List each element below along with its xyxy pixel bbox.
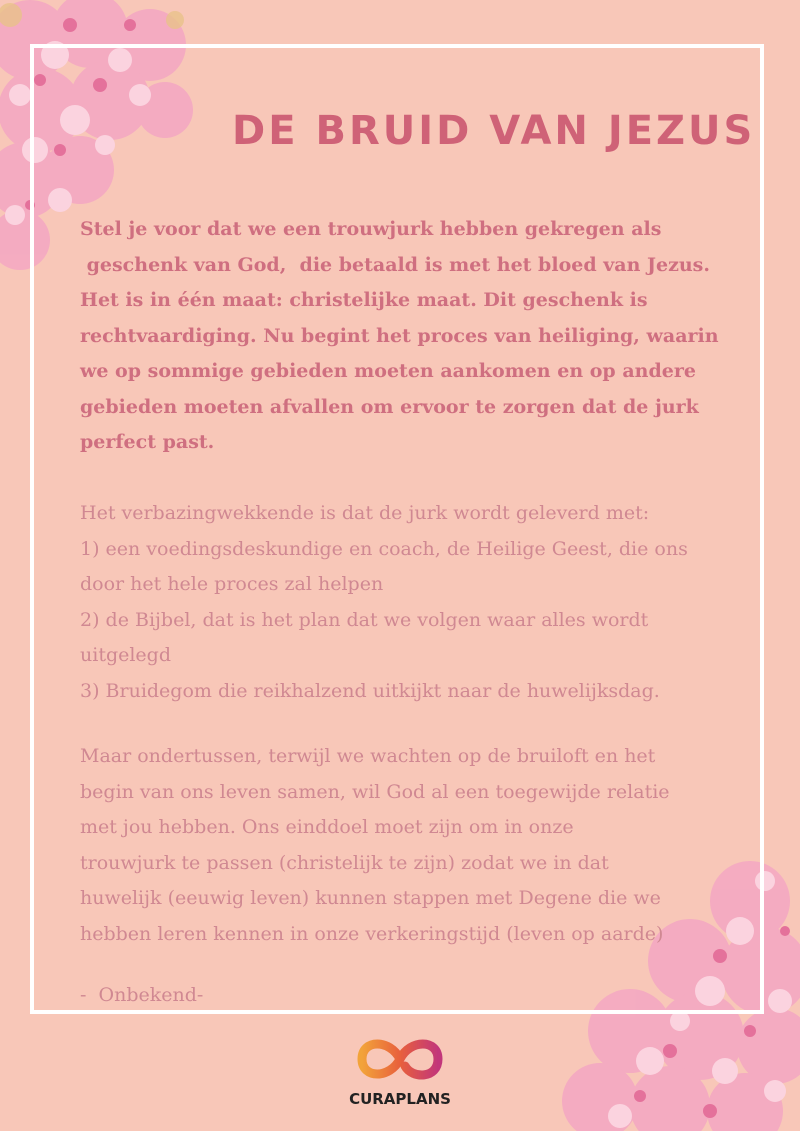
attribution: - Onbekend- bbox=[80, 984, 204, 1006]
provisions-list bbox=[80, 532, 760, 710]
curaplans-logo bbox=[340, 1034, 460, 1108]
logo-name: CURAPLANS bbox=[349, 1090, 451, 1108]
list-item: 3) Bruidegom die reikhalzend uitkijkt naar de huwelijksdag. bbox=[80, 679, 660, 702]
intro-line: Het is in één maat: christelijke maat. Dit geschenk is bbox=[80, 289, 648, 311]
intro-line: geschenk van God, die betaald is met het bloed van Jezus. bbox=[80, 253, 710, 276]
page-title: DE BRUID VAN JEZUS bbox=[232, 108, 756, 154]
closing-line: met jou hebben. Ons einddoel moet zijn om in onze bbox=[80, 816, 574, 838]
intro-paragraph bbox=[80, 212, 730, 461]
intro-line: rechtvaardiging. Nu begint het proces van heiliging, waarin bbox=[80, 324, 719, 347]
closing-line: begin van ons leven samen, wil God al een toegewijde relatie bbox=[80, 780, 670, 803]
infinity-logo-icon bbox=[350, 1034, 450, 1084]
intro-line: we op sommige gebieden moeten aankomen en op andere bbox=[80, 360, 696, 382]
provisions-section bbox=[80, 496, 760, 709]
intro-line: Stel je voor dat we een trouwjurk hebben gekregen als bbox=[80, 218, 662, 240]
closing-line: Maar ondertussen, terwijl we wachten op de bruiloft en het bbox=[80, 745, 656, 767]
closing-paragraph bbox=[80, 739, 760, 952]
provisions-lead: Het verbazingwekkende is dat de jurk wordt geleverd met: bbox=[80, 502, 650, 524]
closing-line: trouwjurk te passen (christelijk te zijn) zodat we in dat bbox=[80, 851, 609, 874]
intro-line: perfect past. bbox=[80, 431, 215, 453]
list-item: 2) de Bijbel, dat is het plan dat we volgen waar alles wordt uitgelegd bbox=[80, 608, 649, 666]
list-item: 1) een voedingsdeskundige en coach, de Heilige Geest, die ons door het hele proces zal helpen bbox=[80, 537, 688, 595]
closing-line: huwelijk (eeuwig leven) kunnen stappen met Degene die we bbox=[80, 887, 661, 909]
intro-line: gebieden moeten afvallen om ervoor te zorgen dat de jurk bbox=[80, 395, 699, 418]
closing-line: hebben leren kennen in onze verkeringstijd (leven op aarde) bbox=[80, 922, 664, 945]
